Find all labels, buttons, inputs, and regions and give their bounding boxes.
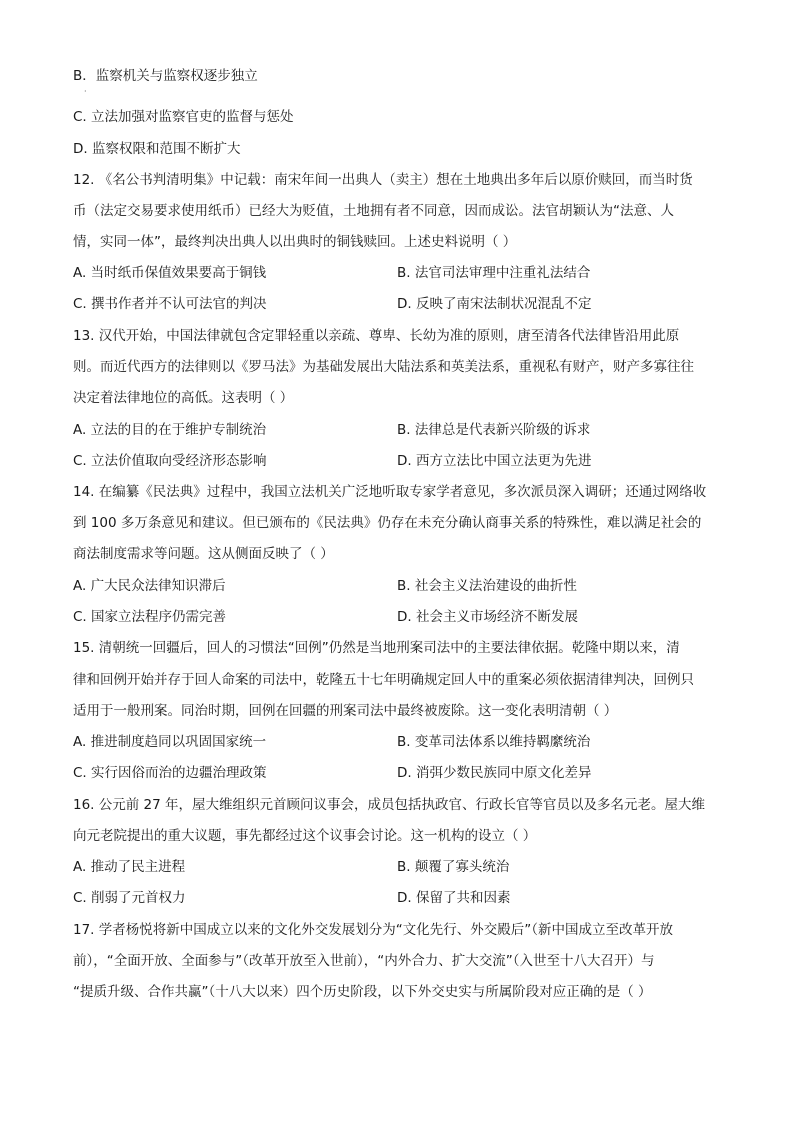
q15-stem-line-2: 律和回例开始并存于回人命案的司法中，乾隆五十七年明确规定回人中的重案必须依据清律判决，回例只 bbox=[73, 672, 694, 688]
q13-option-b: B. 法律总是代表新兴阶级的诉求 bbox=[397, 422, 591, 438]
q14-stem-line-2: 到 100 多万条意见和建议。但已颁布的《民法典》仍存在未充分确认商事关系的特殊性，难以满足社会的 bbox=[73, 515, 702, 531]
q15-option-c: C. 实行因俗而治的边疆治理政策 bbox=[73, 765, 267, 781]
q14-option-c: C. 国家立法程序仍需完善 bbox=[73, 609, 227, 625]
q12-option-b: B. 法官司法审理中注重礼法结合 bbox=[397, 265, 591, 281]
q17-stem-line-3: “提质升级、合作共赢”（十八大以来）四个历史阶段，以下外交史实与所属阶段对应正确的是（ ） bbox=[73, 984, 652, 1000]
q14-stem-line-3: 商法制度需求等问题。这从侧面反映了（ ） bbox=[73, 546, 334, 562]
q12-option-c: C. 撰书作者并不认可法官的判决 bbox=[73, 296, 267, 312]
q15-stem-line-1: 15. 清朝统一回疆后，回人的习惯法“回例”仍然是当地刑案司法中的主要法律依据。乾隆中期以来，清 bbox=[73, 640, 680, 656]
q16-stem-line-1: 16. 公元前 27 年，屋大维组织元首顾问议事会，成员包括执政官、行政长官等官员以及多名元老。屋大维 bbox=[73, 797, 706, 813]
q17-stem-line-1: 17. 学者杨悦将新中国成立以来的文化外交发展划分为“文化先行、外交殿后”（新中国成立至改革开放 bbox=[73, 922, 673, 938]
q17-stem-line-2: 前），“全面开放、全面参与”（改革开放至入世前），“内外合力、扩大交流”（入世至十八大召开）与 bbox=[73, 953, 655, 969]
q13-option-a: A. 立法的目的在于维护专制统治 bbox=[73, 422, 267, 438]
q16-option-c: C. 削弱了元首权力 bbox=[73, 890, 186, 906]
q15-option-b: B. 变革司法体系以维持羁縻统治 bbox=[397, 734, 591, 750]
q14-option-d: D. 社会主义市场经济不断发展 bbox=[397, 609, 578, 625]
stray-dot: · bbox=[84, 87, 87, 96]
q12-option-d: D. 反映了南宋法制状况混乱不定 bbox=[397, 296, 592, 312]
q15-option-a: A. 推进制度趋同以巩固国家统一 bbox=[73, 734, 267, 750]
q13-option-c: C. 立法价值取向受经济形态影响 bbox=[73, 453, 267, 469]
q15-stem-line-3: 适用于一般刑案。同治时期，回例在回疆的刑案司法中最终被废除。这一变化表明清朝（ ） bbox=[73, 703, 618, 719]
q12-stem-line-2: 币（法定交易要求使用纸币）已经大为贬值，土地拥有者不同意，因而成讼。法官胡颖认为“法意、人 bbox=[73, 203, 674, 219]
q15-option-d: D. 消弭少数民族同中原文化差异 bbox=[397, 765, 592, 781]
q13-stem-line-3: 决定着法律地位的高低。这表明（ ） bbox=[73, 390, 294, 406]
q13-stem-line-2: 则。而近代西方的法律则以《罗马法》为基础发展出大陆法系和英美法系，重视私有财产，财产多寡往往 bbox=[73, 359, 694, 375]
q14-stem-line-1: 14. 在编纂《民法典》过程中，我国立法机关广泛地听取专家学者意见，多次派员深入调研；还通过网络收 bbox=[73, 484, 707, 500]
q14-option-a: A. 广大民众法律知识滞后 bbox=[73, 578, 226, 594]
q13-stem-line-1: 13. 汉代开始，中国法律就包含定罪轻重以亲疏、尊卑、长幼为准的原则，唐至清各代法律皆沿用此原 bbox=[73, 328, 680, 344]
prev-option-c: C. 立法加强对监察官吏的监督与惩处 bbox=[73, 109, 294, 125]
q13-option-d: D. 西方立法比中国立法更为先进 bbox=[397, 453, 592, 469]
q16-option-b: B. 颠覆了寡头统治 bbox=[397, 859, 510, 875]
q16-stem-line-2: 向元老院提出的重大议题，事先都经过这个议事会讨论。这一机构的设立（ ） bbox=[73, 828, 537, 844]
q16-option-a: A. 推动了民主进程 bbox=[73, 859, 186, 875]
q12-stem-line-3: 情，实同一体”，最终判决出典人以出典时的铜钱赎回。上述史料说明（ ） bbox=[73, 234, 517, 250]
q12-stem-line-1: 12. 《名公书判清明集》中记载：南宋年间一出典人（卖主）想在土地典出多年后以原价赎回，而当时货 bbox=[73, 172, 693, 188]
q14-option-b: B. 社会主义法治建设的曲折性 bbox=[397, 578, 577, 594]
prev-option-d: D. 监察权限和范围不断扩大 bbox=[73, 141, 241, 157]
q12-option-a: A. 当时纸币保值效果要高于铜钱 bbox=[73, 265, 267, 281]
q16-option-d: D. 保留了共和因素 bbox=[397, 890, 511, 906]
prev-option-b: B．监察机关与监察权逐步独立 bbox=[73, 68, 258, 84]
